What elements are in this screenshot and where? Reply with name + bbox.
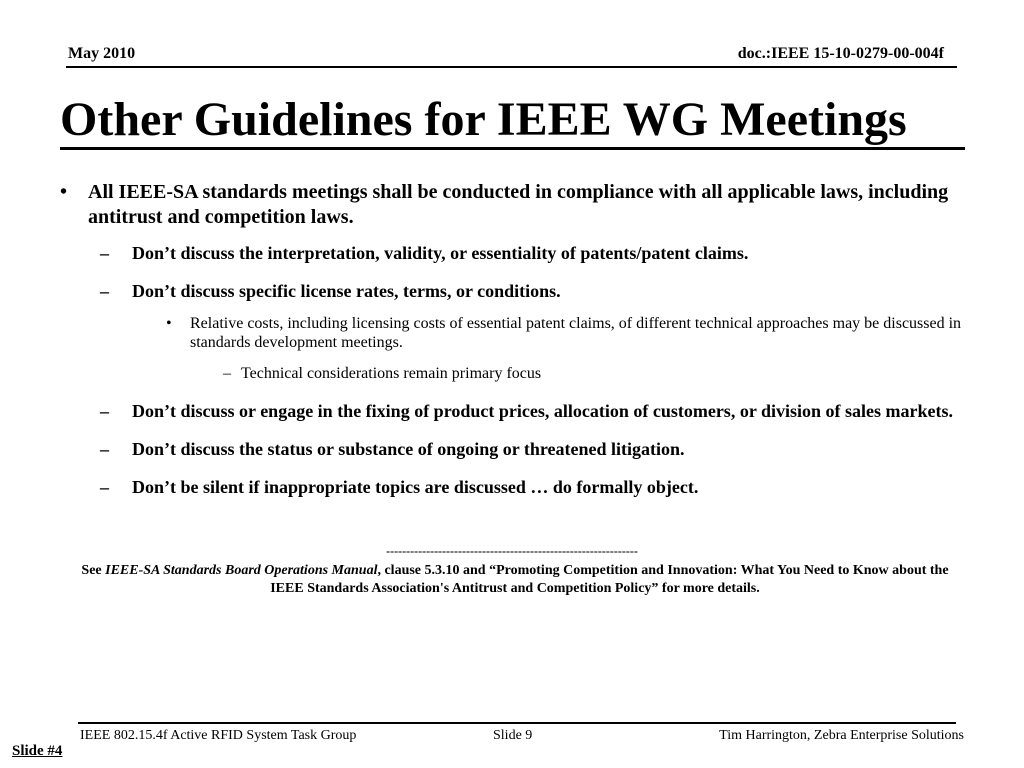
dashed-divider: --------------------------------------------------------------- bbox=[386, 544, 638, 558]
bullet-pricing bbox=[60, 400, 965, 422]
footer-rule bbox=[78, 722, 956, 724]
bullet-object bbox=[60, 476, 965, 498]
bullet-text: Don’t discuss the interpretation, validity, or essentiality of patents/patent claims. bbox=[132, 243, 749, 263]
bullet-litigation bbox=[60, 438, 965, 460]
bullet-patents bbox=[60, 242, 965, 264]
reference-suffix: , clause 5.3.10 and “Promoting Competition and Innovation: What You Need to Know about the IEEE Standards Association's Antitrust and Competition Policy” for more details. bbox=[270, 563, 949, 596]
slide-body bbox=[60, 180, 965, 514]
bullet-marker: • bbox=[60, 181, 68, 203]
title-underline bbox=[60, 147, 965, 150]
bullet-text: Technical considerations remain primary focus bbox=[241, 365, 542, 382]
bullet-text: All IEEE-SA standards meetings shall be conducted in compliance with all applicable laws, including antitrust and competition laws. bbox=[88, 181, 949, 228]
bullet-text: Don’t be silent if inappropriate topics are discussed … do formally object. bbox=[132, 477, 699, 497]
dash-marker: – bbox=[223, 365, 231, 382]
bullet-text: Relative costs, including licensing costs of essential patent claims, of different technical approaches may be discussed in standards development meetings. bbox=[190, 315, 962, 351]
dash-marker: – bbox=[100, 401, 109, 421]
bullet-technical-considerations bbox=[60, 364, 965, 383]
reference-note bbox=[70, 562, 960, 598]
dash-marker: – bbox=[100, 439, 109, 459]
bullet-relative-costs bbox=[60, 314, 965, 352]
bullet-text: Don’t discuss the status or substance of ongoing or threatened litigation. bbox=[132, 439, 685, 459]
header-doc-id: doc.:IEEE 15-10-0279-00-004f bbox=[737, 45, 944, 62]
slide-link[interactable]: Slide #4 bbox=[12, 743, 63, 759]
slide-title: Other Guidelines for IEEE WG Meetings bbox=[60, 93, 907, 146]
footer-author: Tim Harrington, Zebra Enterprise Solutions bbox=[719, 728, 964, 743]
dash-marker: – bbox=[100, 281, 109, 301]
bullet-license-rates bbox=[60, 280, 965, 302]
bullet-text: Don’t discuss specific license rates, terms, or conditions. bbox=[132, 281, 561, 301]
dash-marker: – bbox=[100, 243, 109, 263]
header-rule bbox=[66, 66, 957, 68]
footer-slide-number: Slide 9 bbox=[493, 728, 533, 743]
reference-manual-title: IEEE-SA Standards Board Operations Manual bbox=[105, 563, 378, 578]
dash-marker: – bbox=[100, 477, 109, 497]
bullet-main bbox=[60, 180, 965, 230]
reference-prefix: See bbox=[81, 563, 106, 578]
bullet-text: Don’t discuss or engage in the fixing of product prices, allocation of customers, or division of sales markets. bbox=[132, 401, 953, 421]
header-date: May 2010 bbox=[68, 45, 136, 62]
footer-group: IEEE 802.15.4f Active RFID System Task Group bbox=[80, 728, 357, 743]
bullet-marker: • bbox=[166, 315, 172, 332]
